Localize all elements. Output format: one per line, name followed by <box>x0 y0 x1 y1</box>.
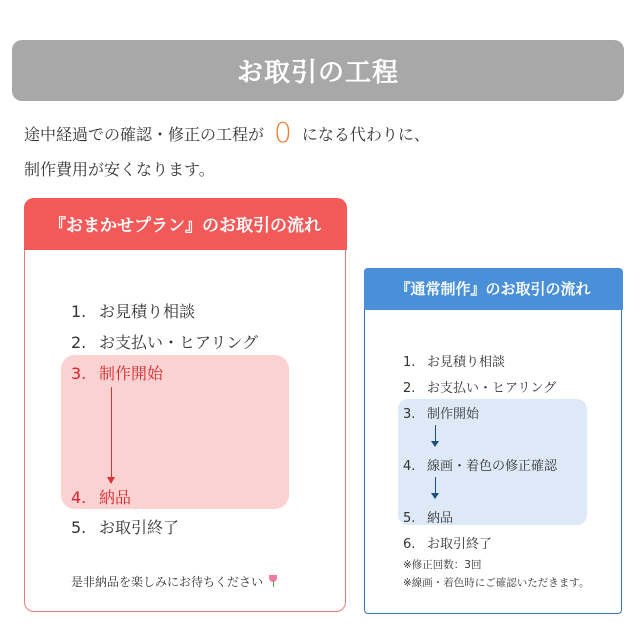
zero-highlight: 0 <box>274 116 292 149</box>
step-number: 5. <box>403 511 416 526</box>
intro-line-1 <box>24 118 430 148</box>
step-label: 線画・着色の修正確認 <box>427 459 558 474</box>
arrow-head-icon <box>107 477 115 484</box>
step-number: 1. <box>403 355 416 370</box>
intro-text-before: 途中経過での確認・修正の工程が <box>24 125 265 144</box>
omakase-step <box>71 299 195 322</box>
footer-text: 是非納品を楽しみにお待ちください <box>71 575 264 589</box>
step-number: 3. <box>71 364 87 383</box>
step-label: お取引終了 <box>99 518 180 537</box>
normal-step <box>403 533 492 552</box>
page-title: お取引の工程 <box>12 40 624 101</box>
omakase-step <box>71 515 179 538</box>
omakase-plan-card <box>24 198 346 612</box>
arrow-head-icon <box>431 493 439 499</box>
intro-line-2: 制作費用が安くなります。 <box>24 160 215 179</box>
down-arrow-icon <box>111 387 112 479</box>
step-number: 6. <box>403 537 416 552</box>
omakase-step <box>71 330 258 353</box>
step-number: 4. <box>71 488 87 507</box>
step-number: 2. <box>71 333 87 352</box>
normal-step <box>403 507 453 526</box>
normal-step <box>403 351 505 370</box>
step-label: お取引終了 <box>427 537 493 552</box>
step-label: お支払い・ヒアリング <box>99 333 259 352</box>
confirmation-note: ※線画・着色時にご確認いただきます。 <box>403 577 590 589</box>
step-label: お見積り相談 <box>427 355 506 370</box>
intro-text-after: になる代わりに、 <box>301 125 430 144</box>
arrow-head-icon <box>431 441 439 447</box>
omakase-footer-note <box>71 573 279 590</box>
normal-step <box>403 377 556 396</box>
tulip-icon <box>267 575 279 587</box>
omakase-step <box>71 485 131 508</box>
step-number: 2. <box>403 381 416 396</box>
step-label: 制作開始 <box>427 407 480 422</box>
step-label: 制作開始 <box>99 364 164 383</box>
normal-plan-title: 『通常制作』のお取引の流れ <box>364 268 623 310</box>
down-arrow-icon <box>435 477 436 493</box>
step-label: お見積り相談 <box>99 302 196 321</box>
step-number: 1. <box>71 302 87 321</box>
normal-step <box>403 455 557 474</box>
step-label: 納品 <box>99 488 132 507</box>
step-label: お支払い・ヒアリング <box>427 381 557 396</box>
normal-step <box>403 403 479 422</box>
omakase-step <box>71 361 163 384</box>
down-arrow-icon <box>435 425 436 441</box>
step-number: 4. <box>403 459 416 474</box>
normal-plan-card <box>364 268 622 614</box>
step-number: 3. <box>403 407 416 422</box>
step-number: 5. <box>71 518 87 537</box>
revision-count-note: ※修正回数：3回 <box>403 559 482 571</box>
step-label: 納品 <box>427 511 454 526</box>
omakase-plan-title: 『おまかせプラン』のお取引の流れ <box>24 198 347 250</box>
